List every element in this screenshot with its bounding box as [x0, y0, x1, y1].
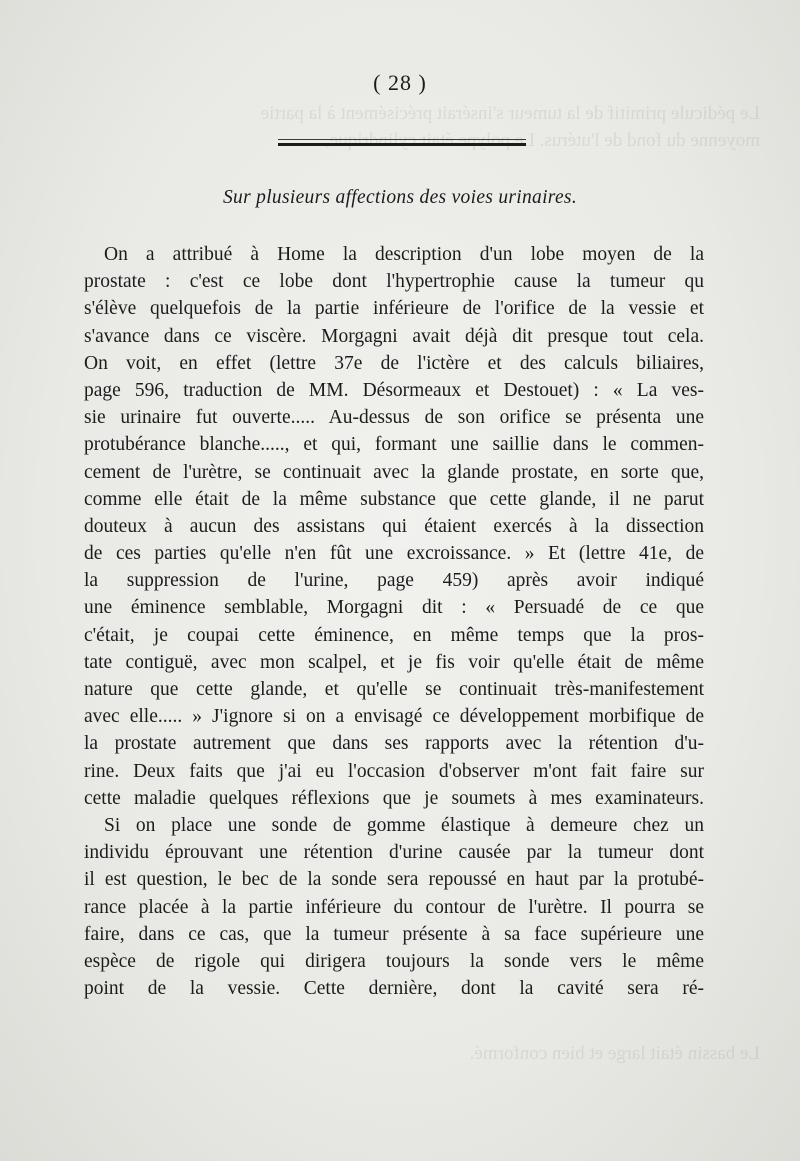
text-line: cement de l'urètre, se continuait avec la glande prostate, en sorte que,	[84, 461, 704, 483]
show-through-text: Le pédicule primitif de la tumeur s'insérait précisément à la partie	[260, 103, 760, 124]
text-line: On a attribué à Home la description d'un lobe moyen de la	[104, 244, 704, 265]
text-line: espèce de rigole qui dirigera toujours la sonde vers le même	[84, 950, 704, 972]
text-line: la prostate autrement que dans ses rapports avec la rétention d'u-	[84, 733, 704, 755]
text-line: douteux à aucun des assistans qui étaient exercés à la dissection	[84, 515, 704, 537]
show-through-text: moyenne du fond de l'utérus. Le polype était cylindrique,	[324, 130, 760, 151]
header-rule-thin	[278, 139, 526, 140]
text-line: de ces parties qu'elle n'en fût une excroissance. » Et (lettre 41e, de	[84, 543, 704, 565]
section-title: Sur plusieurs affections des voies urinaires.	[222, 187, 577, 208]
text-line: s'élève quelquefois de la partie inférieure de l'orifice de la vessie et	[84, 298, 704, 320]
body-text	[84, 241, 704, 1002]
text-line: rance placée à la partie inférieure du contour de l'urètre. Il pourra se	[84, 896, 704, 918]
text-line: comme elle était de la même substance que cette glande, il ne parut	[84, 488, 704, 510]
text-line: point de la vessie. Cette dernière, dont la cavité sera ré-	[84, 978, 704, 1000]
text-line: avec elle..... » J'ignore si on a envisagé ce développement morbifique de	[84, 706, 704, 728]
header-rule	[278, 143, 526, 146]
text-line: faire, dans ce cas, que la tumeur présente à sa face supérieure une	[84, 923, 704, 945]
text-line: Si on place une sonde de gomme élastique à demeure chez un	[104, 814, 704, 836]
text-line: s'avance dans ce viscère. Morgagni avait déjà dit presque tout cela.	[84, 325, 704, 347]
text-line: protubérance blanche....., et qui, formant une saillie dans le commen-	[84, 434, 704, 456]
text-line: tate contiguë, avec mon scalpel, et je fis voir qu'elle était de même	[84, 651, 704, 673]
text-line: individu éprouvant une rétention d'urine causée par la tumeur dont	[84, 842, 704, 864]
text-line: prostate : c'est ce lobe dont l'hypertrophie cause la tumeur qu	[84, 271, 704, 293]
text-line: nature que cette glande, et qu'elle se continuait très-manifestement	[84, 679, 704, 700]
text-line: il est question, le bec de la sonde sera repoussé en haut par la protubé-	[84, 869, 704, 891]
page-number: ( 28 )	[373, 70, 427, 95]
text-line: sie urinaire fut ouverte..... Au-dessus de son orifice se présenta une	[84, 407, 704, 429]
text-line: cette maladie quelques réflexions que je soumets à mes examinateurs.	[84, 787, 704, 809]
text-line: c'était, je coupai cette éminence, en même temps que la pros-	[84, 624, 704, 646]
text-line: une éminence semblable, Morgagni dit : « Persuadé de ce que	[84, 597, 704, 619]
text-line: la suppression de l'urine, page 459) après avoir indiqué	[84, 570, 704, 592]
text-line: rine. Deux faits que j'ai eu l'occasion d'observer m'ont fait faire sur	[84, 760, 704, 782]
text-line: On voit, en effet (lettre 37e de l'ictère et des calculs biliaires,	[84, 352, 704, 374]
show-through-text: Le bassin était large et bien conformé.	[469, 1043, 760, 1064]
text-line: page 596, traduction de MM. Désormeaux et Destouet) : « La ves-	[84, 379, 704, 401]
